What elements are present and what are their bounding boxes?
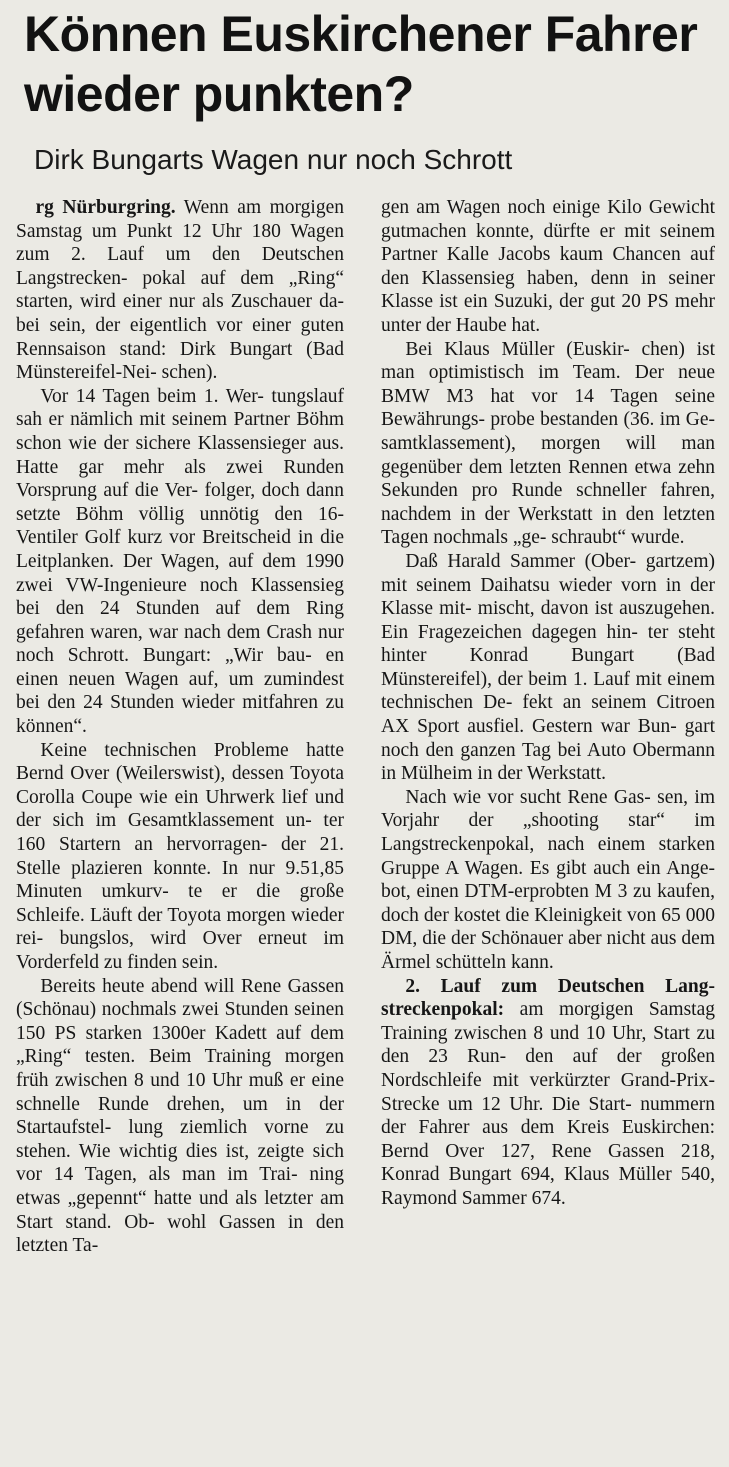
article-column-left bbox=[16, 196, 344, 1258]
paragraph-1-body: Wenn am morgigen Samstag um Punkt 12 Uhr 180 Wagen zum 2. Lauf um den Deutschen Langstrecken- pokal auf dem „Ring“ starten, wird einer nur als Zuschauer da- bei sein, der eigentlich vor einer guten Rennsaison stand: Dirk Bungart (Bad Münstereifel-Nei- schen). bbox=[16, 197, 345, 384]
article-column-right bbox=[381, 196, 715, 1211]
paragraph-7: Nach wie vor sucht Rene Gas- sen, im Vorjahr der „shooting star“ im Langstreckenpokal, nach einem starken Gruppe A Wagen. Es gibt auch ein Ange- bot, einen DTM-erprobten M 3 zu kaufen, doch der kostet die Kleinigkeit von 65 000 DM, die der Schönauer aber nicht aus dem Ärmel schütteln kann. bbox=[381, 786, 715, 973]
paragraph-4-continued: gen am Wagen noch einige Kilo Gewicht gutmachen konnte, dürfte er mit seinem Partner Kalle Jacobs kaum Chancen auf den Klassensieg haben, denn in seiner Klasse ist ein Suzuki, der gut 20 PS mehr unter der Haube hat. bbox=[381, 197, 715, 336]
subheadline: Dirk Bungarts Wagen nur noch Schrott bbox=[34, 144, 513, 175]
headline: Können Euskirchener Fahrer wieder punkten? bbox=[24, 6, 698, 122]
race-info-body: am morgigen Samstag Training zwischen 8 und 10 Uhr, Start zu den 23 Run- den auf der großen Nordschleife mit verkürzter Grand-Prix- Strecke um 12 Uhr. Die Start- nummern der Fahrer aus dem Kreis Euskirchen: Bernd Over 127, Rene Gassen 218, Konrad Bungart 694, Klaus Müller 540, Raymond Sammer 674. bbox=[381, 999, 715, 1209]
dateline: rg Nürburgring. bbox=[35, 197, 176, 218]
paragraph-3: Keine technischen Probleme hatte Bernd Over (Weilerswist), dessen Toyota Corolla Coupe wie ein Uhrwerk lief und der sich im Gesamtklassement un- ter 160 Startern an hervorragen- der 21. Stelle plazieren konnte. In nur 9.51,85 Minuten umkurv- te er die große Schleife. Läuft der Toyota morgen wieder rei- bungslos, wird Over erneut im Vorderfeld zu finden sein. bbox=[16, 739, 344, 973]
paragraph-4: Bereits heute abend will Rene Gassen (Schönau) nochmals zwei Stunden seinen 150 PS starken 1300er Kadett auf dem „Ring“ testen. Beim Training morgen früh zwischen 8 und 10 Uhr muß er eine schnelle Runde drehen, um in der Startaufstel- lung ziemlich vorne zu stehen. Wie wichtig dies ist, zeigte sich vor 14 Tagen, als man im Trai- ning etwas „gepennt“ hatte und als letzter am Start stand. Ob- wohl Gassen in den letzten Ta- bbox=[16, 975, 344, 1257]
race-info-paragraph bbox=[381, 975, 715, 1211]
paragraph-6: Daß Harald Sammer (Ober- gartzem) mit seinem Daihatsu wieder vorn in der Klasse mit- mischt, davon ist auszugehen. Ein Fragezeichen dagegen hin- ter steht hinter Konrad Bungart (Bad Münstereifel), der beim 1. Lauf mit einem technischen De- fekt an seinem Citroen AX Sport ausfiel. Gestern war Bun- gart noch den ganzen Tag bei Auto Obermann in Mülheim in der Werkstatt. bbox=[381, 550, 715, 785]
paragraph-2: Vor 14 Tagen beim 1. Wer- tungslauf sah er nämlich mit seinem Partner Böhm schon wie der sichere Klassensieger aus. Hatte gar mehr als zwei Runden Vorsprung auf die Ver- folger, doch dann setzte Böhm völlig unnötig den 16-Ventiler Golf kurz vor Breitscheid in die Leitplanken. Der Wagen, auf dem 1990 zwei VW-Ingenieure noch Klassensieg bei den 24 Stunden auf dem Ring gefahren waren, war nach dem Crash nur noch Schrott. Bungart: „Wir bau- en einen neuen Wagen auf, um zumindest bei den 24 Stunden wieder mitfahren zu können“. bbox=[16, 385, 344, 738]
paragraph-1 bbox=[16, 196, 344, 385]
paragraph-5: Bei Klaus Müller (Euskir- chen) ist man optimistisch im Team. Der neue BMW M3 hat vor 14 Tagen seine Bewährungs- probe bestanden (36. im Ge- samtklassement), morgen will man gegenüber dem letzten Rennen etwa zehn Sekunden pro Runde schneller fahren, nachdem in der Werkstatt in den letzten Tagen nochmals „ge- schraubt“ wurde. bbox=[381, 338, 715, 549]
race-info-lead: 2. Lauf zum Deutschen Lang- streckenpokal: bbox=[381, 975, 715, 1021]
